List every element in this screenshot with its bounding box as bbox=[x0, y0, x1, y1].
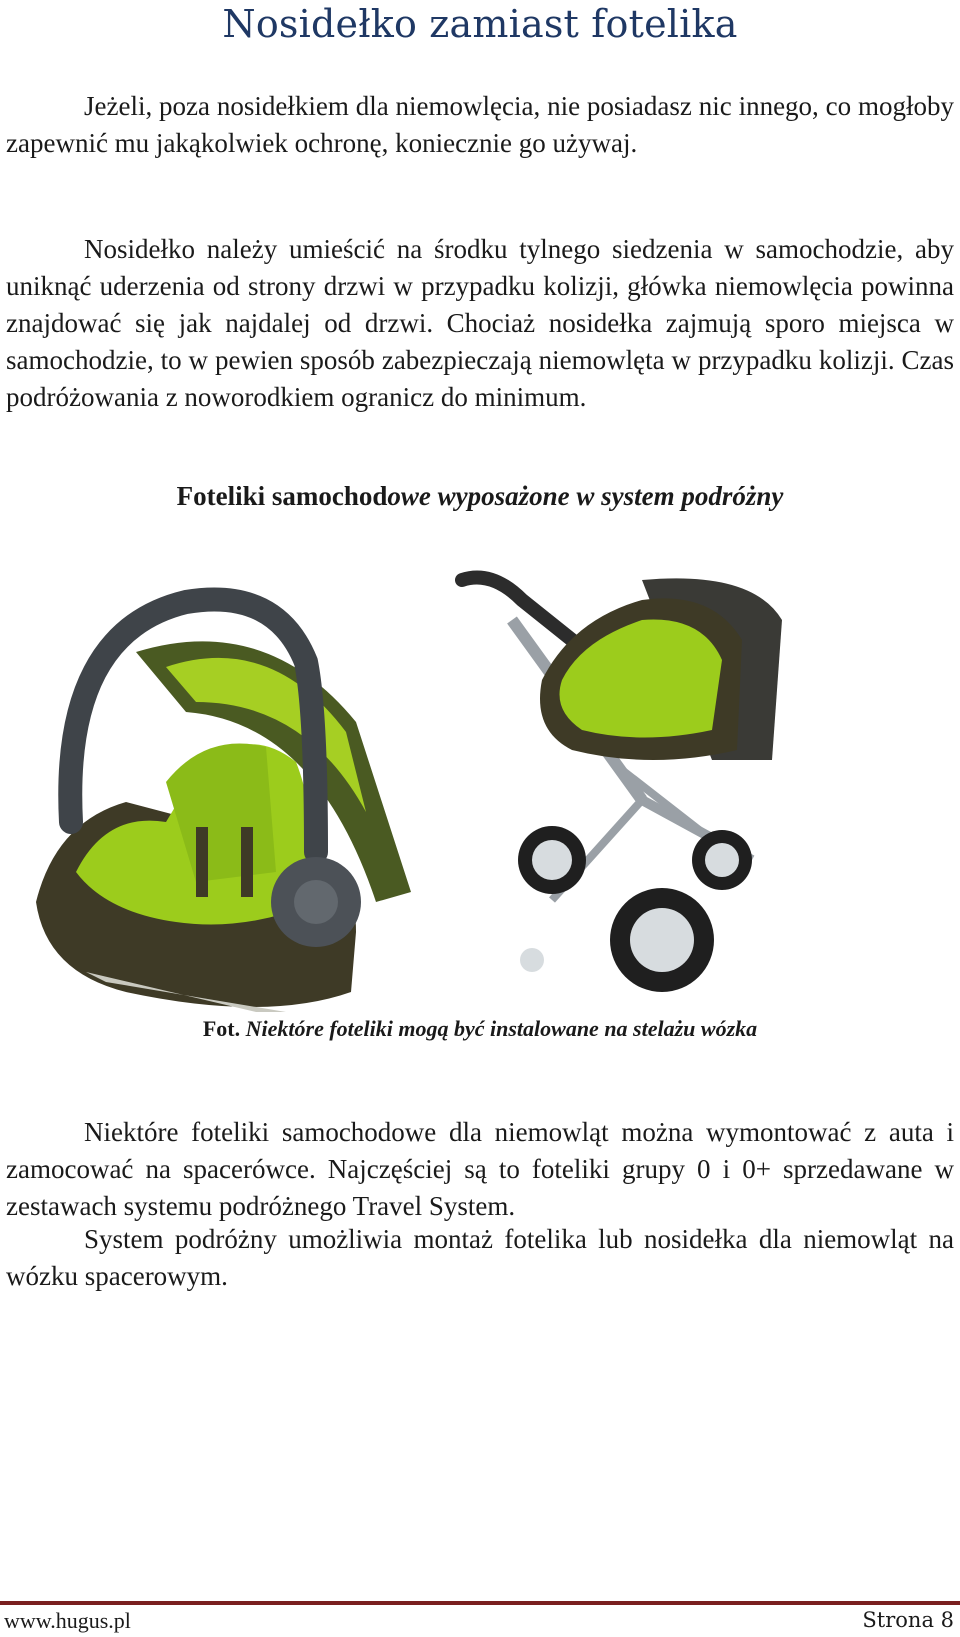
footer-page-number: Strona 8 bbox=[862, 1608, 954, 1632]
section-subheading bbox=[0, 478, 960, 514]
paragraph-stroller-mount: System podróżny umożliwia montaż fotelika lub nosidełka dla niemowląt na wózku spacerowym. bbox=[6, 1224, 954, 1291]
page-title: Nosidełko zamiast fotelika bbox=[222, 2, 738, 46]
paragraph-placement: Nosidełko należy umieścić na środku tylnego siedzenia w samochodzie, aby uniknąć uderzenia od strony drzwi w przypadku kolizji, główka niemowlęcia powinna znajdować się jak najdalej od drzwi. Chociaż nosidełka zajmują sporo miejsca w samochodzie, to w pewien sposób zabezpieczają niemowlęta w przypadku kolizji. Czas podróżowania z noworodkiem ogranicz do minimum. bbox=[6, 234, 954, 412]
subheading-italic: owe wyposażone w system podróżny bbox=[387, 481, 784, 511]
footer-rule bbox=[0, 1601, 960, 1605]
caption-text: Niektóre foteliki mogą być instalowane na stelażu wózka bbox=[245, 1016, 758, 1041]
paragraph-intro: Jeżeli, poza nosidełkiem dla niemowlęcia, nie posiadasz nic innego, co mogłoby zapewnić mu jakąkolwiek ochronę, koniecznie go używaj. bbox=[6, 91, 954, 158]
paragraph-travel-system: Niektóre foteliki samochodowe dla niemowląt można wymontować z auta i zamocować na spacerówce. Najczęściej są to foteliki grupy 0 i 0+ sprzedawane w zestawach systemu podróżnego Travel System. bbox=[6, 1117, 954, 1221]
infant-car-seat-photo bbox=[16, 572, 416, 1052]
photo-caption bbox=[0, 1014, 960, 1044]
caption-prefix: Fot. bbox=[202, 1016, 241, 1041]
stroller-with-car-seat-photo bbox=[452, 560, 812, 1020]
footer-website: www.hugus.pl bbox=[4, 1608, 131, 1633]
subheading-normal: Foteliki samochod bbox=[176, 481, 388, 511]
